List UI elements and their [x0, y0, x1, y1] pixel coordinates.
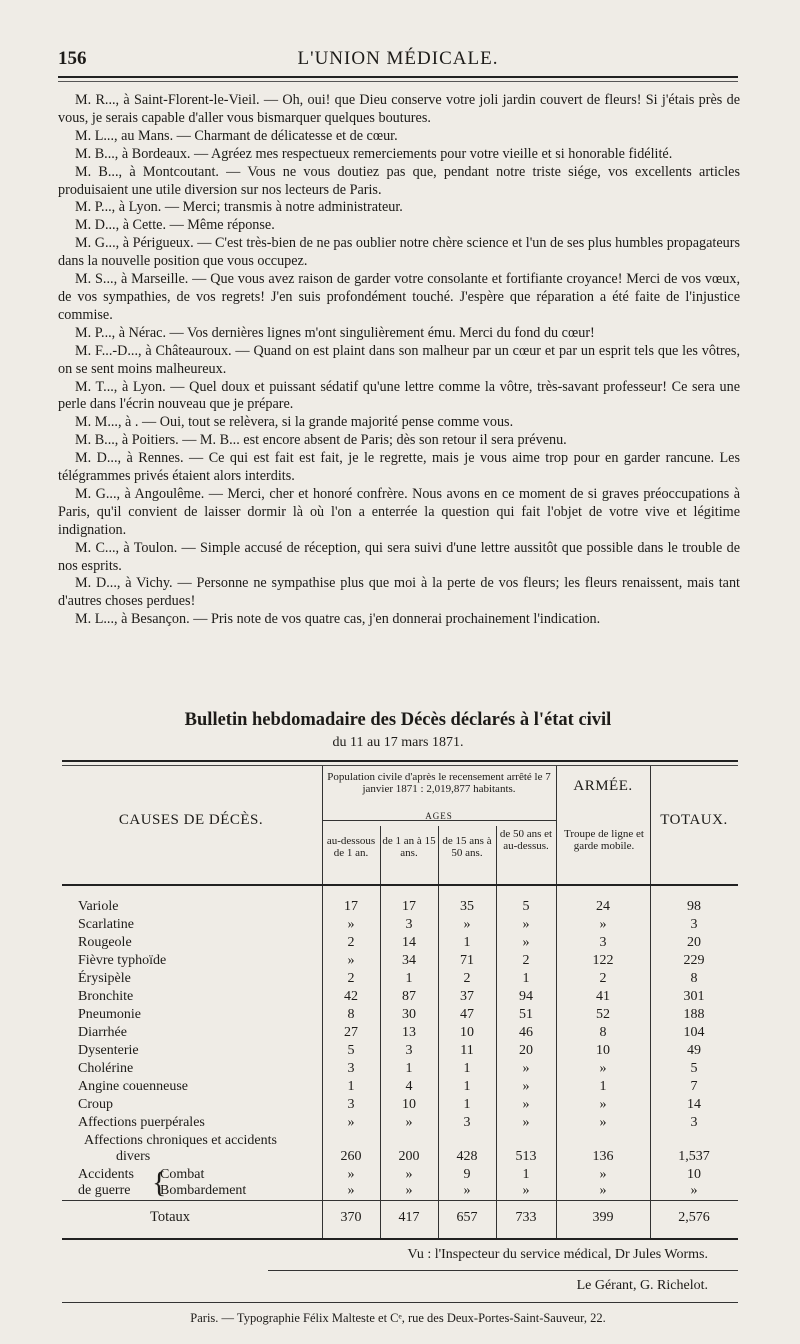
table-cell: 3	[690, 1115, 698, 1130]
table-cell: »	[599, 1167, 607, 1182]
footer-rule	[62, 1302, 738, 1303]
causes-header: CAUSES DE DÉCÈS.	[118, 812, 264, 828]
totals-cell: 2,576	[678, 1210, 710, 1225]
table-cell: 47	[460, 1007, 474, 1022]
table-cell: »	[347, 1183, 355, 1198]
table-cell: 136	[592, 1149, 614, 1164]
population-header: Population civile d'après le recensement arrêté le 7 janvier 1871 : 2,019,877 habitants.	[327, 771, 551, 795]
ages-header: AGES	[425, 811, 453, 821]
table-cell: 37	[460, 989, 474, 1004]
row-label-line: Affections chroniques et accidents	[84, 1133, 277, 1148]
page-header	[58, 48, 738, 74]
header-rule	[58, 76, 738, 78]
row-label: Fièvre typhoïde	[78, 953, 167, 968]
row-label: Diarrhée	[78, 1025, 127, 1040]
table-cell: 1	[463, 935, 471, 950]
table-cell: 17	[344, 899, 358, 914]
table-cell: 34	[402, 953, 416, 968]
table-cell: 10	[687, 1167, 701, 1182]
signature-rule	[268, 1270, 738, 1271]
table-cell: 1,537	[678, 1149, 710, 1164]
row-label-line: de guerre	[78, 1183, 131, 1198]
totals-cell: 733	[515, 1210, 537, 1225]
totals-cell: 399	[592, 1210, 614, 1225]
table-cell: 1	[522, 971, 530, 986]
table-cell: »	[347, 1115, 355, 1130]
table-cell: 14	[687, 1097, 701, 1112]
table-cell: »	[405, 1183, 413, 1198]
table-cell: 4	[405, 1079, 413, 1094]
table-bottom-rule	[62, 1238, 738, 1240]
table-cell: »	[599, 917, 607, 932]
table-cell: 5	[347, 1043, 355, 1058]
letter-paragraph: M. G..., à Périgueux. — C'est très-bien de ne pas oublier notre chère science et l'un de ses plus humbles propagateurs dans la nouvelle position que vous occupez.	[58, 235, 740, 270]
table-cell: 7	[690, 1079, 698, 1094]
table-cell: 27	[344, 1025, 358, 1040]
table-cell: 1	[405, 1061, 413, 1076]
table-cell: 1	[347, 1079, 355, 1094]
table-cell: 1	[405, 971, 413, 986]
table-cell: 1	[599, 1079, 607, 1094]
letter-paragraph: M. L..., au Mans. — Charmant de délicatesse et de cœur.	[75, 127, 398, 144]
letter-paragraph: M. P..., à Lyon. — Merci; transmis à notre administrateur.	[75, 199, 403, 216]
table-cell: 17	[402, 899, 416, 914]
row-label: Angine couenneuse	[78, 1079, 189, 1094]
table-cell: 24	[596, 899, 610, 914]
table-cell: 188	[683, 1007, 705, 1022]
table-cell: 10	[402, 1097, 416, 1112]
table-cell: »	[522, 1183, 530, 1198]
age-column-header: de 15 ans à 50 ans.	[442, 835, 492, 859]
row-label-line: Bombardement	[160, 1183, 247, 1198]
table-cell: »	[599, 1115, 607, 1130]
table-cell: 1	[522, 1167, 530, 1182]
row-label: Érysipèle	[78, 971, 131, 986]
table-cell: »	[522, 917, 530, 932]
letter-paragraph: M. S..., à Marseille. — Que vous avez raison de garder votre consolante et fortifiante croyance! Merci de vos vœux, de vos sympathies, de vos regrets! J'en suis profondément touché. J'espère que réparation a été faite de l'injustice commise.	[58, 271, 740, 323]
table-cell: 3	[347, 1061, 355, 1076]
table-cell: »	[522, 1079, 530, 1094]
table-cell: 10	[460, 1025, 474, 1040]
table-cell: »	[405, 1167, 413, 1182]
bulletin-title: Bulletin hebdomadaire des Décès déclarés à l'état civil	[184, 710, 612, 730]
table-cell: 8	[599, 1025, 607, 1040]
table-cell: 10	[596, 1043, 610, 1058]
table-cell: 3	[405, 917, 413, 932]
table-cell: 2	[522, 953, 530, 968]
letter-paragraph: M. F...-D..., à Châteauroux. — Quand on est plaint dans son malheur par un cœur et par un esprit tels que les vôtres, on se sent moins malheureux.	[58, 342, 740, 377]
table-cell: 87	[402, 989, 416, 1004]
table-cell: 1	[463, 1079, 471, 1094]
table-top-rule-thin	[62, 765, 738, 766]
letter-paragraph: M. B..., à Montcoutant. — Vous ne vous doutiez pas que, pendant notre triste siége, vos excellents articles produisaient une utile diversion sur nos lecteurs de Paris.	[58, 163, 740, 198]
table-cell: 3	[347, 1097, 355, 1112]
table-cell: »	[599, 1097, 607, 1112]
table-cell: 94	[519, 989, 533, 1004]
table-cell: 2	[599, 971, 607, 986]
table-cell: 5	[690, 1061, 698, 1076]
totals-label: Totaux	[150, 1209, 191, 1225]
printer-footer: Paris. — Typographie Félix Malteste et Cᵉ, rue des Deux-Portes-Saint-Sauveur, 22.	[190, 1311, 606, 1325]
table-cell: 8	[347, 1007, 355, 1022]
armee-header: ARMÉE.	[573, 778, 633, 794]
letter-paragraph: M. D..., à Rennes. — Ce qui est fait est fait, je le regrette, mais je vous aime trop pour en garder rancune. Les télégrammes privés étaient alors interdits.	[58, 450, 740, 485]
table-cell: »	[405, 1115, 413, 1130]
table-cell: 1	[463, 1097, 471, 1112]
table-cell: 41	[596, 989, 610, 1004]
table-cell: 20	[519, 1043, 533, 1058]
inspector-signature: Vu : l'Inspecteur du service médical, Dr Jules Worms.	[407, 1247, 708, 1262]
row-label: Variole	[78, 899, 119, 914]
table-cell: 98	[687, 899, 701, 914]
letter-paragraph: M. D..., à Cette. — Même réponse.	[75, 217, 275, 234]
table-cell: »	[463, 917, 471, 932]
table-cell: 513	[515, 1149, 537, 1164]
table-cell: »	[347, 1167, 355, 1182]
table-cell: 9	[463, 1167, 471, 1182]
row-label: Dysenterie	[78, 1043, 139, 1058]
row-label-line: Accidents	[78, 1167, 134, 1182]
table-cell: 2	[463, 971, 471, 986]
table-cell: 229	[683, 953, 705, 968]
table-cell: 14	[402, 935, 416, 950]
table-cell: 200	[398, 1149, 420, 1164]
page-number: 156	[58, 48, 87, 69]
correspondence-section	[58, 92, 740, 629]
table-cell: 1	[463, 1061, 471, 1076]
letter-paragraph: M. B..., à Poitiers. — M. B... est encore absent de Paris; dès son retour il sera prévenu.	[75, 432, 567, 449]
letter-paragraph: M. P..., à Nérac. — Vos dernières lignes m'ont singulièrement ému. Merci du fond du cœur!	[75, 324, 595, 341]
table-cell: »	[522, 1097, 530, 1112]
table-cell: 46	[519, 1025, 533, 1040]
table-cell: 428	[456, 1149, 478, 1164]
table-cell: 49	[687, 1043, 701, 1058]
table-cell: 3	[690, 917, 698, 932]
table-cell: »	[599, 1183, 607, 1198]
table-cell: 260	[340, 1149, 362, 1164]
totals-top-rule	[62, 1200, 738, 1201]
table-cell: »	[522, 935, 530, 950]
totals-cell: 370	[340, 1210, 362, 1225]
table-cell: »	[522, 1115, 530, 1130]
table-cell: 3	[599, 935, 607, 950]
table-cell: 2	[347, 971, 355, 986]
table-cell: 301	[683, 989, 705, 1004]
table-cell: 11	[460, 1043, 474, 1058]
letter-paragraph: M. R..., à Saint-Florent-le-Vieil. — Oh, oui! que Dieu conserve votre joli jardin couvert de fleurs! Si j'étais près de vous, je serais capable d'aller vous bismarquer quelques boutures.	[58, 92, 740, 126]
table-cell: 35	[460, 899, 474, 914]
row-label: Cholérine	[78, 1061, 134, 1076]
header-bottom-rule	[62, 884, 738, 886]
table-cell: 71	[460, 953, 474, 968]
table-cell: »	[463, 1183, 471, 1198]
letter-paragraph: M. T..., à Lyon. — Quel doux et puissant sédatif qu'une lettre comme la vôtre, très-savant professeur! Ce sera une perle dans l'écrin nouveau que je prépare.	[58, 378, 740, 413]
table-cell: 30	[402, 1007, 416, 1022]
row-label: Croup	[78, 1097, 113, 1112]
table-cell: 8	[690, 971, 698, 986]
letter-paragraph: M. G..., à Angoulême. — Merci, cher et honoré confrère. Nous avons en ce moment de si graves préoccupations à Paris, qu'il convient de laisser dormir là où l'on a enterrée la question qui fait l'objet de votre vive et légitime indignation.	[58, 485, 740, 538]
table-cell: 2	[347, 935, 355, 950]
table-cell: »	[522, 1061, 530, 1076]
letter-paragraph: M. C..., à Toulon. — Simple accusé de réception, qui sera suivi d'une lettre aussitôt que possible dans le trouble de nos esprits.	[58, 539, 740, 574]
table-cell: 20	[687, 935, 701, 950]
header-rule-thin	[58, 81, 738, 82]
row-label: Pneumonie	[78, 1007, 141, 1022]
totals-cell: 417	[398, 1210, 420, 1225]
letter-paragraph: M. B..., à Bordeaux. — Agréez mes respectueux remerciements pour votre vieille et si honorable fidélité.	[75, 145, 673, 162]
bulletin-subtitle: du 11 au 17 mars 1871.	[332, 735, 464, 750]
row-label-line: divers	[116, 1149, 151, 1164]
table-top-rule	[62, 760, 738, 762]
row-label: Rougeole	[78, 935, 132, 950]
gerant-signature: Le Gérant, G. Richelot.	[576, 1278, 708, 1293]
table-cell: »	[347, 953, 355, 968]
table-cell: 3	[463, 1115, 471, 1130]
letter-paragraph: M. L..., à Besançon. — Pris note de vos quatre cas, j'en donnerai prochainement l'indication.	[75, 611, 601, 628]
table-cell: 3	[405, 1043, 413, 1058]
table-cell: 42	[344, 989, 358, 1004]
table-cell: 13	[402, 1025, 416, 1040]
row-label: Affections puerpérales	[78, 1115, 205, 1130]
row-label: Bronchite	[78, 989, 134, 1004]
table-cell: »	[599, 1061, 607, 1076]
row-label: Scarlatine	[78, 917, 134, 932]
table-cell: 51	[519, 1007, 533, 1022]
table-cell: »	[690, 1183, 698, 1198]
table-cell: »	[347, 917, 355, 932]
journal-title: L'UNION MÉDICALE.	[297, 48, 499, 69]
letter-paragraph: M. M..., à . — Oui, tout se relèvera, si la grande majorité pense comme vous.	[75, 414, 514, 431]
table-cell: 104	[683, 1025, 705, 1040]
age-column-header: de 1 an à 15 ans.	[382, 835, 436, 859]
row-label-line: Combat	[160, 1167, 205, 1182]
table-cell: 52	[596, 1007, 610, 1022]
age-column-header: de 50 ans et au-dessus.	[499, 828, 553, 852]
totaux-header: TOTAUX.	[660, 812, 728, 828]
totals-cell: 657	[456, 1210, 478, 1225]
letter-paragraph: M. D..., à Vichy. — Personne ne sympathise plus que moi à la perte de vos fleurs; les fleurs renaissent, mais tant d'autres choses perdues!	[58, 575, 740, 610]
armee-subheader: Troupe de ligne et garde mobile.	[564, 828, 644, 852]
table-cell: 5	[522, 899, 530, 914]
age-column-header: au-dessous de 1 an.	[326, 835, 376, 859]
table-cell: 122	[592, 953, 614, 968]
brace-icon: {	[152, 1166, 167, 1199]
